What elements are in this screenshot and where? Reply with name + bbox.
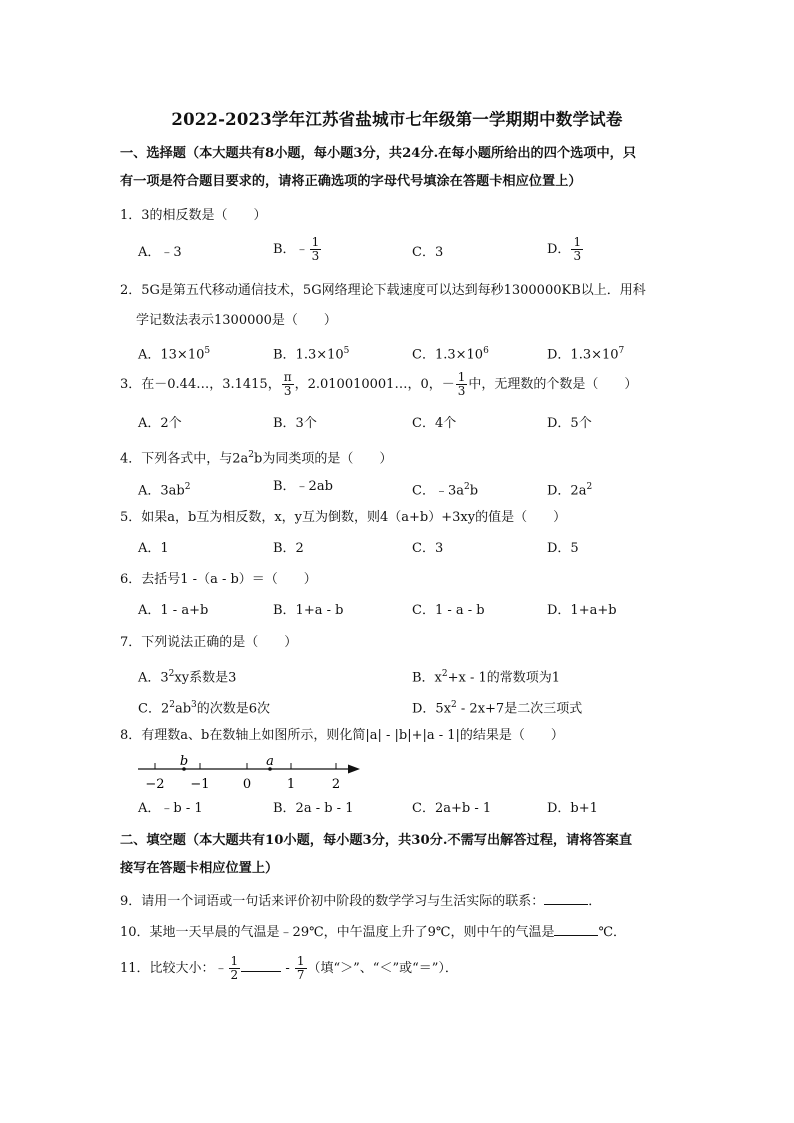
question-4-stem: 4．下列各式中，与$2a^2b$为同类项的是（ ）: [120, 450, 393, 467]
question-5-option-b: B．2: [273, 541, 304, 556]
question-3-option-b: B．3个: [273, 416, 317, 431]
answer-blank[interactable]: [241, 959, 281, 972]
label-a: a: [266, 754, 274, 769]
question-5-option-c: C．3: [412, 541, 444, 556]
question-6-stem: 6．去括号1 -（a - b）＝（ ）: [120, 572, 317, 587]
question-7-option-d: D．$5x^2 - 2x+7$是二次三项式: [412, 700, 583, 717]
question-7-stem: 7．下列说法正确的是（ ）: [120, 635, 298, 650]
section-1-header: [120, 140, 680, 196]
question-4-option-c: C．$﹣3a^2b$: [412, 482, 479, 499]
fraction: $\frac{1}{3}$: [311, 235, 320, 263]
section-1-line-2: 有一项是符合题目要求的，请将正确选项的字母代号填涂在答题卡相应位置上）: [120, 174, 582, 189]
tick-label: 1: [286, 777, 296, 792]
section-2-line-1: 二、填空题（本大题共有10小题，每小题3分，共30分.不需写出解答过程，请将答案直: [120, 833, 633, 848]
exam-title: 2022-2023学年江苏省盐城市七年级第一学期期中数学试卷: [171, 110, 623, 129]
question-2-option-b: B．$1.3\times 10^5$: [273, 346, 350, 363]
question-3-option-d: D．5个: [547, 416, 592, 431]
question-6-option-b: B．1+a - b: [273, 603, 344, 618]
question-9: 9．请用一个词语或一句话来评价初中阶段的数学学习与生活实际的联系： ．: [120, 894, 602, 909]
question-7-option-a: A．$3^2xy$系数是3: [138, 669, 237, 686]
question-5-option-a: A．1: [138, 541, 169, 556]
tick-label: 2: [331, 777, 341, 792]
question-8-option-c: C．2a+b - 1: [412, 801, 492, 816]
question-8-option-a: A．﹣b - 1: [138, 801, 203, 816]
fraction: $\frac{1}{7}$: [296, 954, 305, 982]
question-3-stem: 3．在－0.44…，3.1415， $\frac{\pi}{3}$ ，2.010010001…，0，－ $\frac{1}{3}$ 中，无理数的个数是（ ）: [120, 370, 638, 398]
section-2-line-2: 接写在答题卡相应位置上）: [120, 861, 279, 876]
number-line-arrow: [348, 765, 360, 774]
question-6-option-d: D．1+a+b: [547, 603, 617, 618]
question-2-stem-line-1: 2．5G是第五代移动通信技术，5G网络理论下载速度可以达到每秒1300000KB以上．用科: [120, 283, 646, 298]
question-2-stem-line-2: 学记数法表示1300000是（ ）: [136, 313, 337, 328]
tick-label: 0: [242, 777, 252, 792]
question-2-option-a: A．$13\times 10^5$: [138, 346, 211, 363]
question-2-option-d: D．$1.3\times 10^7$: [547, 346, 625, 363]
number-line-figure: [138, 752, 368, 794]
question-8-stem: 8．有理数a、b在数轴上如图所示，则化简|a| - |b|+|a - 1|的结果是（ ）: [120, 728, 564, 743]
question-8-option-d: D．b+1: [547, 801, 598, 816]
question-4-option-a: A．$3ab^2$: [138, 482, 191, 499]
question-4-option-b: B．﹣2ab: [273, 479, 333, 494]
question-1-option-b: B．﹣ $\frac{1}{3}$: [273, 235, 320, 263]
question-1-option-d: D． $\frac{1}{3}$: [547, 235, 582, 263]
question-1-option-a: A．﹣3: [138, 245, 182, 260]
question-4-option-d: D．$2a^2$: [547, 482, 593, 499]
question-1-option-c: C．3: [412, 245, 444, 260]
section-2-header: [120, 827, 680, 883]
fraction-pi-over-3: $\frac{\pi}{3}$: [283, 370, 292, 398]
section-1-line-1: 一、选择题（本大题共有8小题，每小题3分，共24分.在每小题所给出的四个选项中，只: [120, 146, 637, 161]
question-1-stem: 1．3的相反数是（ ）: [120, 208, 267, 223]
question-11: 11．比较大小：﹣ $\frac{1}{2}$ - $\frac{1}{7}$ （填“＞”、“＜”或“＝”）．: [120, 954, 458, 982]
fraction: $\frac{1}{3}$: [457, 370, 466, 398]
question-3-option-a: A．2个: [138, 416, 182, 431]
question-7-option-b: B．$x^2+x - 1$的常数项为1: [412, 669, 561, 686]
answer-blank[interactable]: [554, 923, 598, 936]
question-3-option-c: C．4个: [412, 416, 457, 431]
question-6-option-a: A．1 - a+b: [138, 603, 209, 618]
tick-label: −2: [145, 777, 165, 792]
question-8-option-b: B．2a - b - 1: [273, 801, 354, 816]
answer-blank[interactable]: [544, 892, 588, 905]
question-7-option-c: C．$2^2ab^3$的次数是6次: [138, 700, 271, 717]
question-5-option-d: D．5: [547, 541, 579, 556]
tick-label: −1: [190, 777, 210, 792]
question-2-option-c: C．$1.3\times 10^6$: [412, 346, 489, 363]
fraction: $\frac{1}{3}$: [573, 235, 582, 263]
question-10: 10．某地一天早晨的气温是﹣29℃，中午温度上升了9℃，则中午的气温是 ℃．: [120, 925, 626, 940]
fraction: $\frac{1}{2}$: [230, 954, 239, 982]
question-6-option-c: C．1 - a - b: [412, 603, 485, 618]
label-b: b: [179, 754, 189, 769]
question-5-stem: 5．如果a，b互为相反数，x，y互为倒数，则4（a+b）+3xy的值是（ ）: [120, 510, 567, 525]
